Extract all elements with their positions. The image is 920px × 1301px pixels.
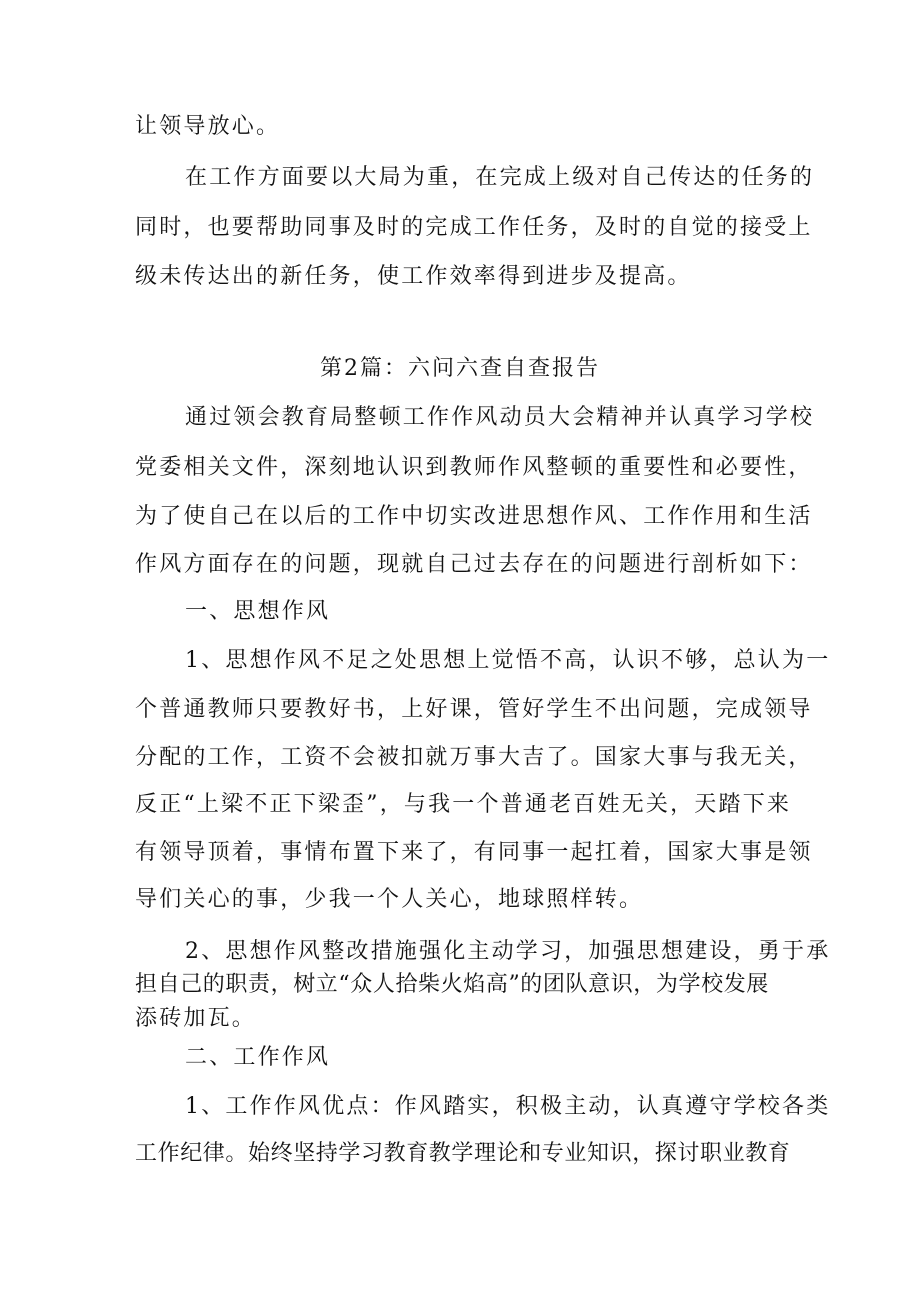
paragraph-line: 担自己的职责，树立“众人拾柴火焰高”的团队意识，为学校发展 (135, 972, 769, 997)
paragraph-line: 通过领会教育局整顿工作作风动员大会精神并认真学习学校 (185, 405, 815, 430)
paragraph-line: 有领导顶着，事情布置下来了，有同事一起扛着，国家大事是领 (135, 840, 813, 865)
paragraph-line: 为了使自己在以后的工作中切实改进思想作风、工作作用和生活 (135, 504, 813, 529)
paragraph-line: 1、思想作风不足之处思想上觉悟不高，认识不够，总认为一 (185, 648, 831, 673)
paragraph-line: 作风方面存在的问题，现就自己过去存在的问题进行剖析如下： (135, 552, 813, 577)
paragraph-line: 反正“上梁不正下梁歪”，与我一个普通老百姓无关，天踏下来 (135, 792, 792, 817)
paragraph-line: 2、思想作风整改措施强化主动学习，加强思想建设，勇于承 (185, 939, 831, 964)
heading-work-style: 二、工作作风 (185, 1045, 331, 1070)
paragraph-line: 同时，也要帮助同事及时的完成工作任务，及时的自觉的接受上 (135, 215, 813, 240)
section-title: 第2篇：六问六查自查报告 (320, 356, 600, 381)
paragraph-line: 添砖加瓦。 (135, 1006, 257, 1031)
heading-thinking-style: 一、思想作风 (185, 599, 331, 624)
continuation-line: 让领导放心。 (135, 114, 281, 139)
paragraph-line: 党委相关文件，深刻地认识到教师作风整顿的重要性和必要性， (135, 455, 813, 480)
paragraph-line: 导们关心的事，少我一个人关心，地球照样转。 (135, 887, 644, 912)
paragraph-line: 在工作方面要以大局为重，在完成上级对自己传达的任务的 (185, 165, 815, 190)
paragraph-line: 级未传达出的新任务，使工作效率得到进步及提高。 (135, 264, 692, 289)
paragraph-line: 分配的工作，工资不会被扣就万事大吉了。国家大事与我无关， (135, 745, 813, 770)
paragraph-line: 工作纪律。始终坚持学习教育教学理论和专业知识，探讨职业教育 (135, 1141, 791, 1166)
paragraph-line: 个普通教师只要教好书，上好课，管好学生不出问题，完成领导 (135, 697, 813, 722)
paragraph-line: 1、工作作风优点：作风踏实，积极主动，认真遵守学校各类 (185, 1094, 831, 1119)
